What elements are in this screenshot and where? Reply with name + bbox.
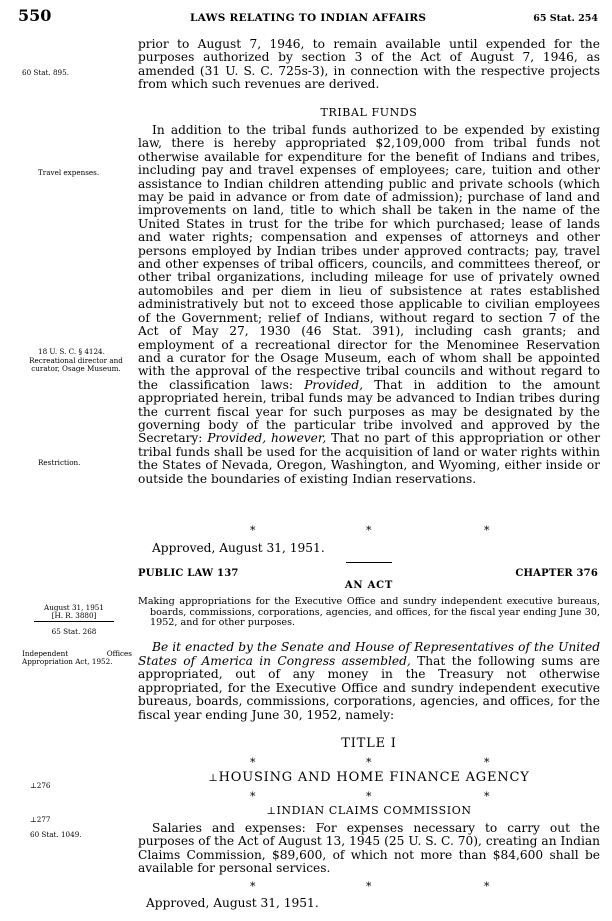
tribal-funds-text-1: In addition to the tribal funds authorized to be expended by existing law, there is hereby appropriated $2,109,000 from tribal funds not otherwise available for expenditure for the benefit of Indians and tribes, including pay and travel expenses of employees; care, tuition and other assistance to Indian children attending public and private schools (which may be paid in advance or from date of admission); purchase of land and improvements on land, title to which shall be taken in the name of the United States in trust for the tribe for which purchased; lease of lands and water rights; compensation and expenses of attorneys and other persons employed by Indian tribes under approved contracts; pay, travel and other expenses of tribal officers, councils, and committees thereof, or other tribal organizations, including mileage for use of privately owned automobiles and per diem in lieu of subsistence at rates established administratively but not to exceed those applicable to civilian employees of the Government; relief of Indians, without regard to section 7 of the Act of May 27, 1930 (46 Stat. 391), including cash grants; and employment of a recreational director for the Menominee Reservation and a curator for the Osage Museum, each of whom shall be appointed with the approval of the respective tribal councils and without regard to the classification laws:: [138, 123, 600, 392]
enacting-formula: Be it enacted by the Senate and House of Representatives of the United States of America in Congress assembled,: [138, 640, 600, 668]
star: *: [366, 756, 372, 769]
provided-however-clause: Provided, however,: [207, 431, 327, 446]
page-break-marker: ⊥: [208, 773, 219, 784]
star: *: [250, 756, 256, 769]
act-purpose: Making appropriations for the Executive Office and sundry independent executive bureaus, boards, commissions, corporations, agencies, and offices, for the fiscal year ending June 30, 1952, and for other purposes.: [138, 596, 600, 629]
section-rule: [346, 562, 392, 563]
claims-heading: [138, 804, 600, 817]
margin-note-stat-268: 65 Stat. 268: [51, 627, 97, 636]
star: *: [484, 756, 490, 769]
page-number: 550: [18, 6, 52, 25]
margin-note-travel: Travel expenses.: [38, 168, 100, 177]
enacting-text: That the following sums are appropriated, out of any money in the Treasury not otherwise appropriated, for the Executive Office and sundry independent executive bureaus, boards, commissions, corporations, agencies, and offices, for the fiscal year ending June 30, 1952, namely:: [138, 653, 600, 722]
margin-note-stat-1049: 60 Stat. 1049.: [30, 830, 82, 839]
tribal-funds-text-2: That in addition to the amount appropriated herein, tribal funds may be advanced to Indian tribes during the current fiscal year for such purposes as may be designated by the governing body of the particular tribe involved and approved by the Secretary:: [138, 377, 600, 446]
star: *: [484, 524, 490, 537]
tribal-funds-heading: TRIBAL FUNDS: [320, 106, 418, 119]
an-act-heading: AN ACT: [344, 580, 394, 591]
approved-date-1: Approved, August 31, 1951.: [152, 541, 325, 555]
housing-heading: [138, 770, 600, 785]
margin-note-independent: Independent Offices Appropriation Act, 1952.: [22, 649, 132, 667]
title-heading: TITLE I: [341, 736, 397, 751]
margin-note-date: August 31, 1951: [44, 603, 104, 612]
tribal-funds-paragraph: [138, 124, 600, 486]
enacting-clause: [138, 641, 600, 723]
margin-note-stat-895: 60 Stat. 895.: [22, 68, 69, 77]
approved-date-2: Approved, August 31, 1951.: [146, 896, 319, 910]
margin-note-bill: [H. R. 3880]: [34, 612, 114, 622]
star: *: [366, 880, 372, 893]
star: *: [484, 880, 490, 893]
housing-heading-text: HOUSING AND HOME FINANCE AGENCY: [218, 770, 530, 785]
margin-note-recreational: Recreational director and curator, Osage Museum.: [29, 356, 123, 374]
opening-paragraph: prior to August 7, 1946, to remain available until expended for the purposes authorized by section 3 of the Act of August 7, 1946, as amended (31 U. S. C. 725s-3), in connection with the respective projects from which such revenues are derived.: [138, 37, 600, 92]
header-stat-ref: 65 Stat. 254: [533, 13, 598, 24]
margin-note-277: ⊥277: [30, 815, 51, 824]
public-law-number: PUBLIC LAW 137: [138, 568, 239, 579]
margin-note-restriction: Restriction.: [38, 458, 81, 467]
margin-note-276: ⊥276: [30, 781, 51, 790]
claims-paragraph: Salaries and expenses: For expenses necessary to carry out the purposes of the Act of August 13, 1945 (25 U. S. C. 70), creating an Indian Claims Commission, $89,600, of which not more than $84,600 shall be available for personal services.: [138, 821, 600, 876]
chapter-number: CHAPTER 376: [515, 568, 598, 579]
provided-clause: Provided,: [304, 377, 364, 392]
page-break-marker: ⊥: [266, 806, 277, 817]
tribal-funds-text-3: That no part of this appropriation or other tribal funds shall be used for the acquisition of land or water rights within the States of Nevada, Oregon, Washington, and Wyoming, either inside or outside the boundaries of existing Indian reservations.: [138, 431, 601, 486]
running-title: LAWS RELATING TO INDIAN AFFAIRS: [190, 12, 427, 24]
star: *: [250, 790, 256, 803]
margin-note-usc: 18 U. S. C. § 4124.: [38, 347, 105, 356]
star: *: [366, 790, 372, 803]
star: *: [250, 524, 256, 537]
star: *: [250, 880, 256, 893]
star: *: [366, 524, 372, 537]
star: *: [484, 790, 490, 803]
claims-heading-text: INDIAN CLAIMS COMMISSION: [276, 804, 472, 817]
